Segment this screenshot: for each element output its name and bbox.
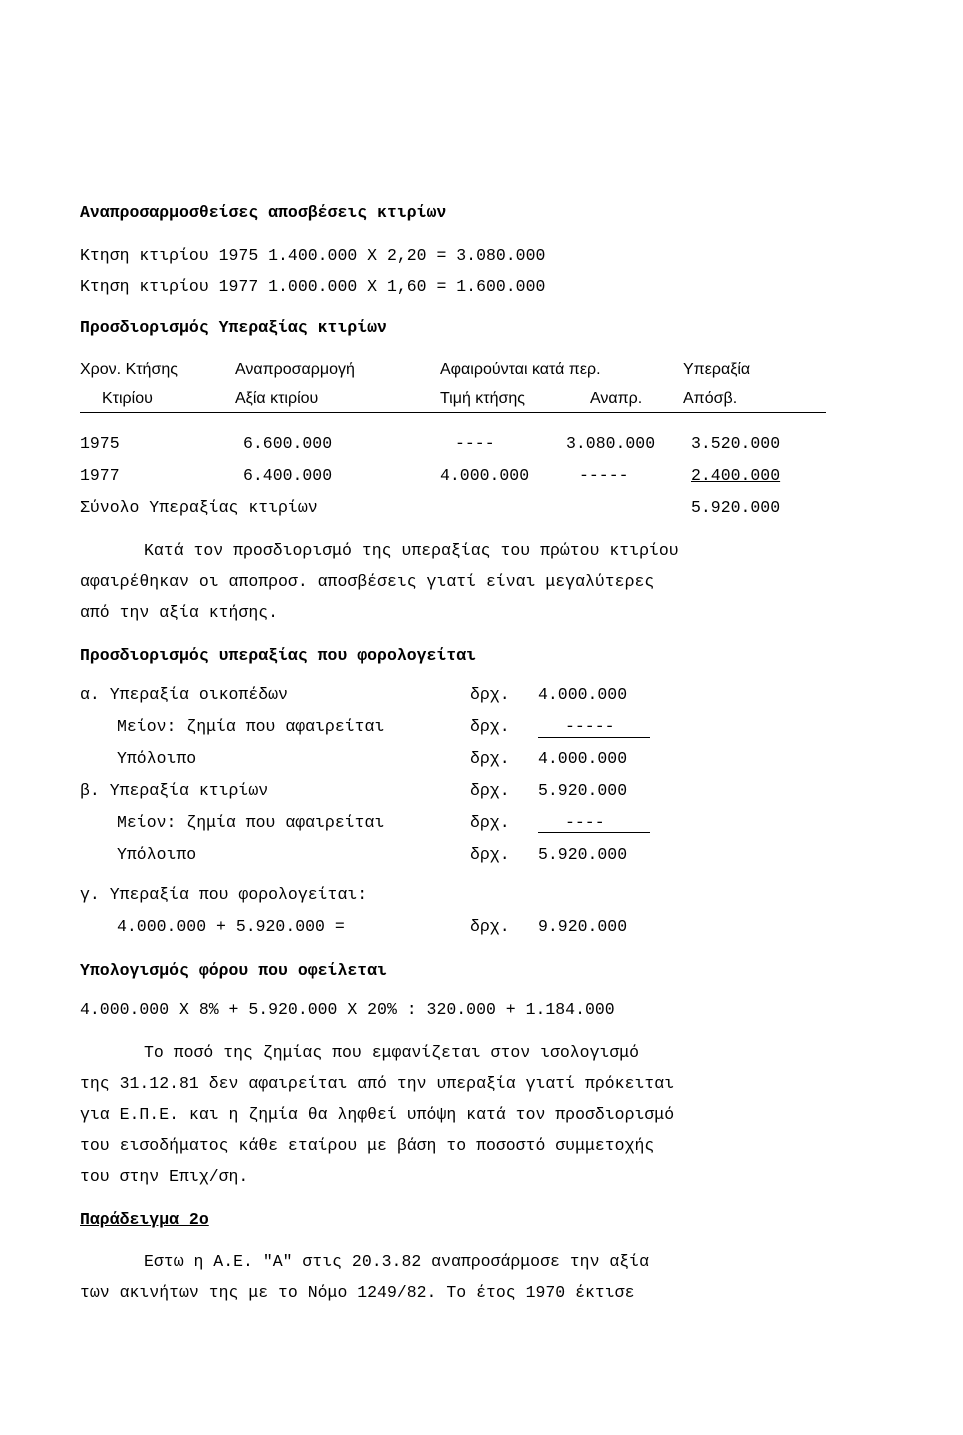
header-year: Χρον. Κτήσης [80, 361, 178, 378]
item-value: 4.000.000 [538, 749, 628, 768]
acquisition-line-1977: Κτηση κτιρίου 1977 1.000.000 Χ 1,60 = 1.600.000 [80, 277, 546, 296]
item-label: Μείον: ζημία που αφαιρείται [117, 813, 385, 832]
item-rule [538, 832, 650, 833]
table-row-revalue-dep: ----- [579, 466, 629, 485]
item-currency: δρχ. [470, 917, 510, 936]
item-label: γ. Υπεραξία που φορολογείται: [80, 885, 368, 904]
example-heading: Παράδειγμα 2ο [80, 1210, 209, 1229]
item-value: 5.920.000 [538, 781, 628, 800]
section-title: Αναπροσαρμοσθείσες αποσβέσεις κτιρίων [80, 203, 447, 222]
item-currency: δρχ. [470, 781, 510, 800]
paragraph2-line: του εισοδήματος κάθε εταίρου με βάση το ποσοστό συμμετοχής [80, 1136, 655, 1155]
table-row-revalued: 6.400.000 [243, 466, 333, 485]
item-currency: δρχ. [470, 813, 510, 832]
item-label: Μείον: ζημία που αφαιρείται [117, 717, 385, 736]
paragraph3-line: Εστω η Α.Ε. "Α" στις 20.3.82 αναπροσάρμοσε την αξία [144, 1252, 649, 1271]
table-row-revalue-dep: 3.080.000 [566, 434, 656, 453]
item-value: 9.920.000 [538, 917, 628, 936]
item-rule [538, 737, 650, 738]
paragraph2-line: της 31.12.81 δεν αφαιρείται από την υπεραξία γιατί πρόκειται [80, 1074, 675, 1093]
item-value: 5.920.000 [538, 845, 628, 864]
paragraph2-line: Το ποσό της ζημίας που εμφανίζεται στον ισολογισμό [144, 1043, 640, 1062]
header-surplus: Υπεραξία [683, 361, 751, 378]
item-label: β. Υπεραξία κτιρίων [80, 781, 269, 800]
paragraph2-line: για Ε.Π.Ε. και η ζημία θα ληφθεί υπόψη κατά τον προσδιορισμό [80, 1105, 675, 1124]
header-cost: Τιμή κτήσης [440, 390, 525, 407]
header-surplus-sub: Απόσβ. [683, 390, 738, 407]
item-label: Υπόλοιπο [117, 749, 197, 768]
item-currency: δρχ. [470, 845, 510, 864]
table-row-surplus: 2.400.000 [691, 466, 781, 485]
table-row-revalued: 6.600.000 [243, 434, 333, 453]
surplus-heading: Προσδιορισμός Υπεραξίας κτιρίων [80, 318, 387, 337]
table-row-year: 1977 [80, 466, 120, 485]
table-row-cost: ---- [455, 434, 495, 453]
header-revalued-sub: Αξία κτιρίου [235, 390, 319, 407]
header-revalued: Αναπροσαρμογή [235, 361, 355, 378]
table-row-surplus: 3.520.000 [691, 434, 781, 453]
taxable-heading: Προσδιορισμός υπεραξίας που φορολογείται [80, 646, 477, 665]
item-currency: δρχ. [470, 749, 510, 768]
header-deducted: Αφαιρούνται κατά περ. [440, 361, 601, 378]
table-total-label: Σύνολο Υπεραξίας κτιρίων [80, 498, 318, 517]
header-revalue-dep: Αναπρ. [590, 390, 643, 407]
tax-formula: 4.000.000 Χ 8% + 5.920.000 Χ 20% : 320.000 + 1.184.000 [80, 1000, 615, 1019]
item-label: α. Υπεραξία οικοπέδων [80, 685, 288, 704]
item-value: ----- [565, 717, 615, 736]
table-row-cost: 4.000.000 [440, 466, 530, 485]
table-total-value: 5.920.000 [691, 498, 781, 517]
paragraph1-line: Κατά τον προσδιορισμό της υπεραξίας του πρώτου κτιρίου [144, 541, 679, 560]
item-currency: δρχ. [470, 717, 510, 736]
item-currency: δρχ. [470, 685, 510, 704]
item-label: 4.000.000 + 5.920.000 = [117, 917, 345, 936]
paragraph3-line: των ακινήτων της με το Νόμο 1249/82. Το έτος 1970 έκτισε [80, 1283, 635, 1302]
acquisition-line-1975: Κτηση κτιρίου 1975 1.400.000 Χ 2,20 = 3.080.000 [80, 246, 546, 265]
tax-heading: Υπολογισμός φόρου που οφείλεται [80, 961, 387, 980]
paragraph1-line: από την αξία κτήσης. [80, 603, 279, 622]
item-value: 4.000.000 [538, 685, 628, 704]
item-label: Υπόλοιπο [117, 845, 197, 864]
paragraph2-line: του στην Επιχ/ση. [80, 1167, 249, 1186]
item-value: ---- [565, 813, 605, 832]
header-year-sub: Κτιρίου [102, 390, 153, 407]
header-rule [80, 412, 826, 413]
table-row-year: 1975 [80, 434, 120, 453]
paragraph1-line: αφαιρέθηκαν οι αποπροσ. αποσβέσεις γιατί είναι μεγαλύτερες [80, 572, 655, 591]
